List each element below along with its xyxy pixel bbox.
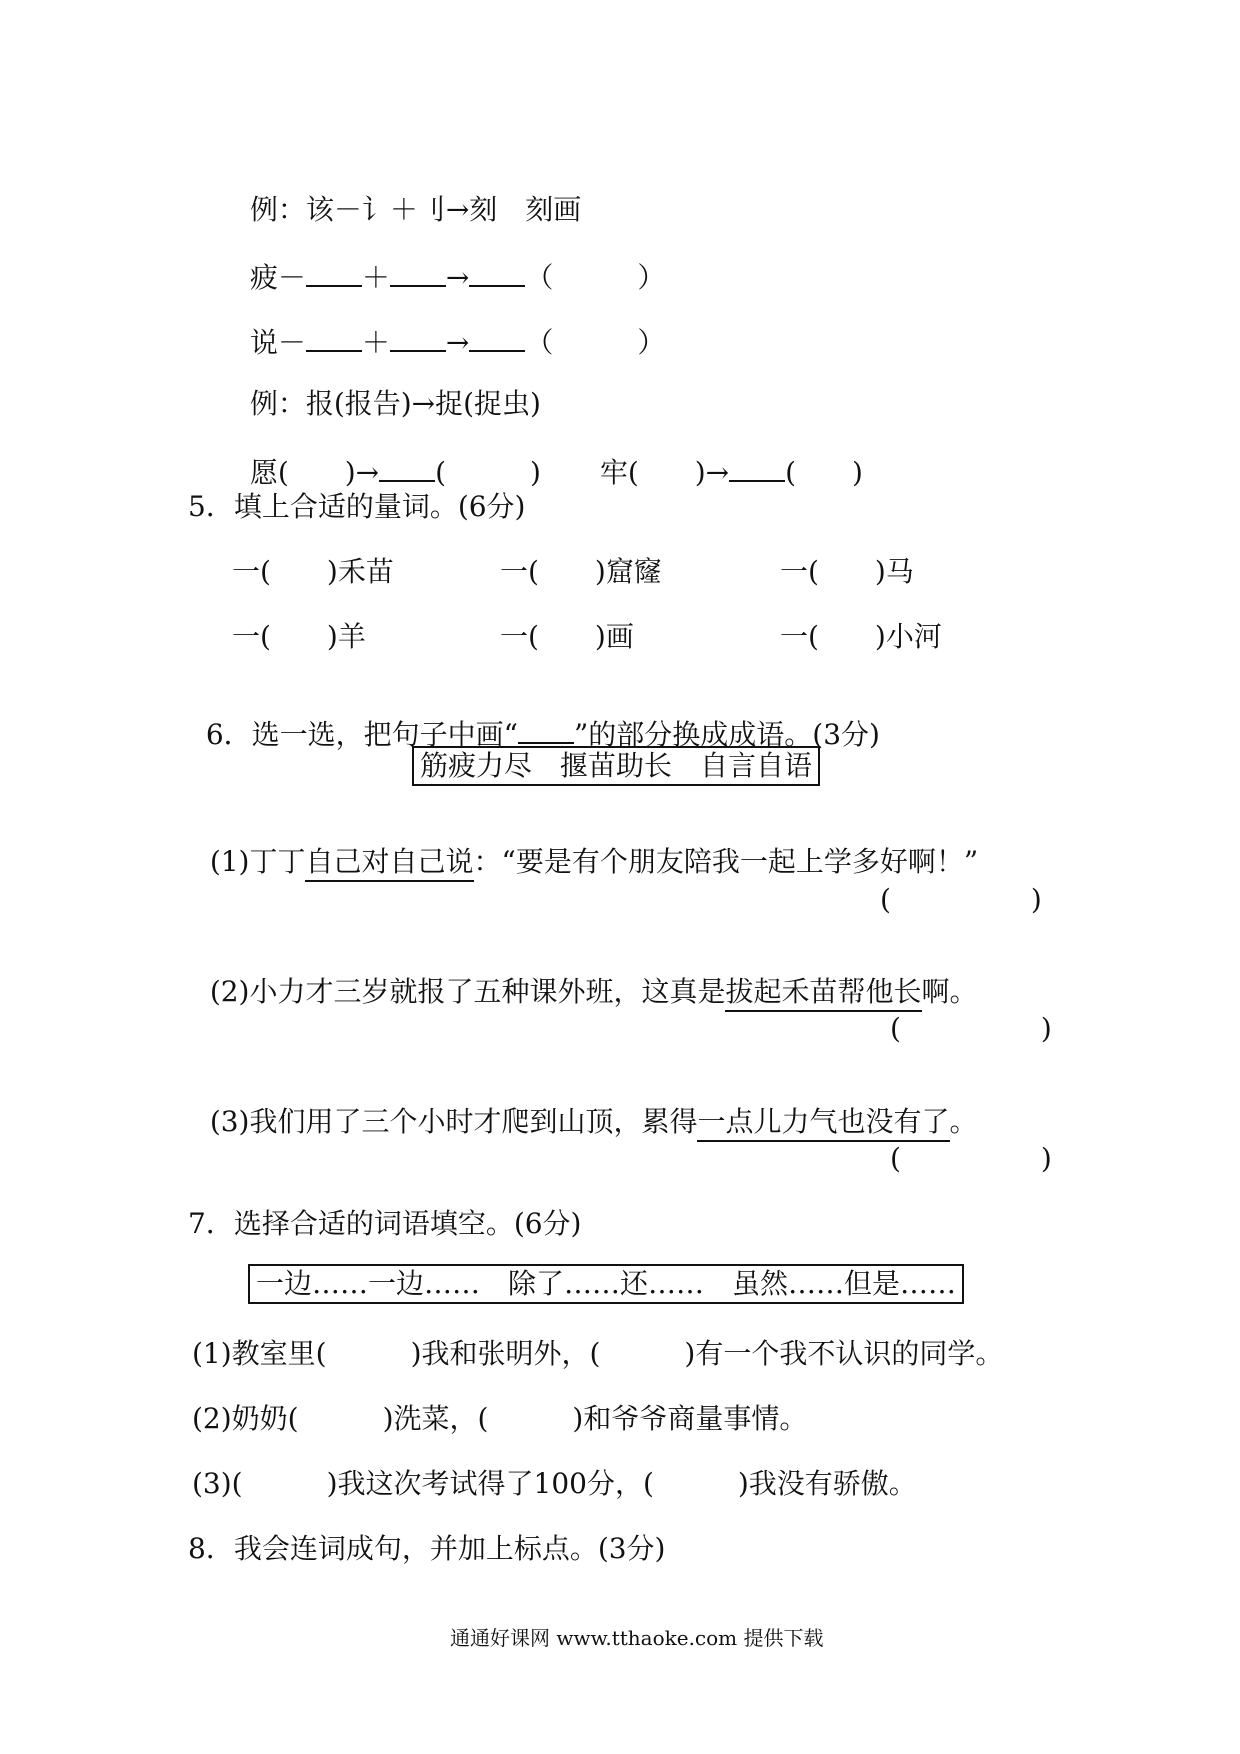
word-b-paren[interactable]: ( ) [785,456,863,490]
question-6-title [188,689,880,752]
word-a-paren[interactable]: ( ) [435,456,541,490]
example-text: 报(报告)→捉(捉虫) [305,387,541,420]
question-6-item-3 [192,1080,978,1136]
underline-sample [518,717,574,744]
question-7-title: 7．选择合适的词语填空。(6分) [188,1207,582,1240]
measure-word-item[interactable]: 一( )画 [500,620,634,653]
footer-text: 通通好课网 www.tthaoke.com 提供下载 [450,1626,824,1650]
measure-word-item[interactable]: 一( )马 [780,555,914,588]
answer-paren[interactable]: （ ） [525,326,666,360]
plus-sign: ＋ [361,326,390,360]
example-text: 该－讠＋刂→刻 刻画 [305,193,582,226]
item-text: ：“要是有个朋友陪我一起上学多好啊！” [473,845,979,878]
question-7-item-2[interactable]: (2)奶奶( )洗菜，( )和爷爷商量事情。 [192,1402,808,1435]
item-text: (2)小力才三岁就报了五种课外班，这真是 [209,975,726,1008]
item-text: (1)丁丁 [209,845,306,878]
idiom-choice-box: 筋疲力尽 揠苗助长 自言自语 [412,746,820,786]
answer-blank[interactable] [306,260,362,287]
answer-paren[interactable]: ( ) [890,1012,1052,1045]
word-b: 牢( )→ [599,456,730,490]
question-6-item-2 [192,950,978,1006]
title-text: 6．选一选，把句子中画“ [205,718,518,752]
question-6-item-1 [192,820,978,876]
question-7-item-3[interactable]: (3)( )我这次考试得了100分，( )我没有骄傲。 [192,1467,917,1500]
underlined-phrase: 自己对自己说 [305,845,473,882]
item-text: 。 [949,1105,978,1138]
title-text: ”的部分换成成语。(3分) [573,718,880,752]
conjunction-choice-box: 一边……一边…… 除了……还…… 虽然……但是…… [248,1264,964,1304]
answer-blank[interactable] [306,325,362,352]
underlined-phrase: 拔起禾苗帮他长 [725,975,921,1012]
arrow-icon: → [445,326,470,360]
example-label: 例： [249,387,306,420]
arrow-icon: → [445,261,470,295]
decompose-char: 疲－ [249,261,306,295]
words-line [232,427,541,490]
item-text: (3)我们用了三个小时才爬到山顶，累得 [209,1105,698,1138]
underlined-phrase: 一点儿力气也没有了 [697,1105,949,1142]
words-line-b [582,427,863,490]
answer-paren[interactable]: （ ） [525,261,666,295]
answer-blank[interactable] [390,325,446,352]
answer-blank[interactable] [469,260,525,287]
answer-blank[interactable] [379,455,435,482]
answer-blank[interactable] [729,455,785,482]
answer-blank[interactable] [390,260,446,287]
question-5-title: 5．填上合适的量词。(6分) [188,490,526,523]
decompose-line-1 [232,232,666,295]
example-line-2 [232,362,541,418]
example-label: 例： [249,193,306,226]
item-text: 啊。 [921,975,978,1008]
measure-word-item[interactable]: 一( )窟窿 [500,555,662,588]
word-a: 愿( )→ [249,456,380,490]
answer-blank[interactable] [469,325,525,352]
measure-word-item[interactable]: 一( )小河 [780,620,942,653]
question-8-title: 8．我会连词成句，并加上标点。(3分) [188,1532,666,1565]
decompose-line-2 [232,297,666,360]
example-line-1 [232,168,581,224]
answer-paren[interactable]: ( ) [880,883,1042,916]
measure-word-item[interactable]: 一( )禾苗 [232,555,394,588]
answer-paren[interactable]: ( ) [890,1142,1052,1175]
measure-word-item[interactable]: 一( )羊 [232,620,366,653]
plus-sign: ＋ [361,261,390,295]
decompose-char: 说－ [249,326,306,360]
question-7-item-1[interactable]: (1)教室里( )我和张明外，( )有一个我不认识的同学。 [192,1337,1004,1370]
